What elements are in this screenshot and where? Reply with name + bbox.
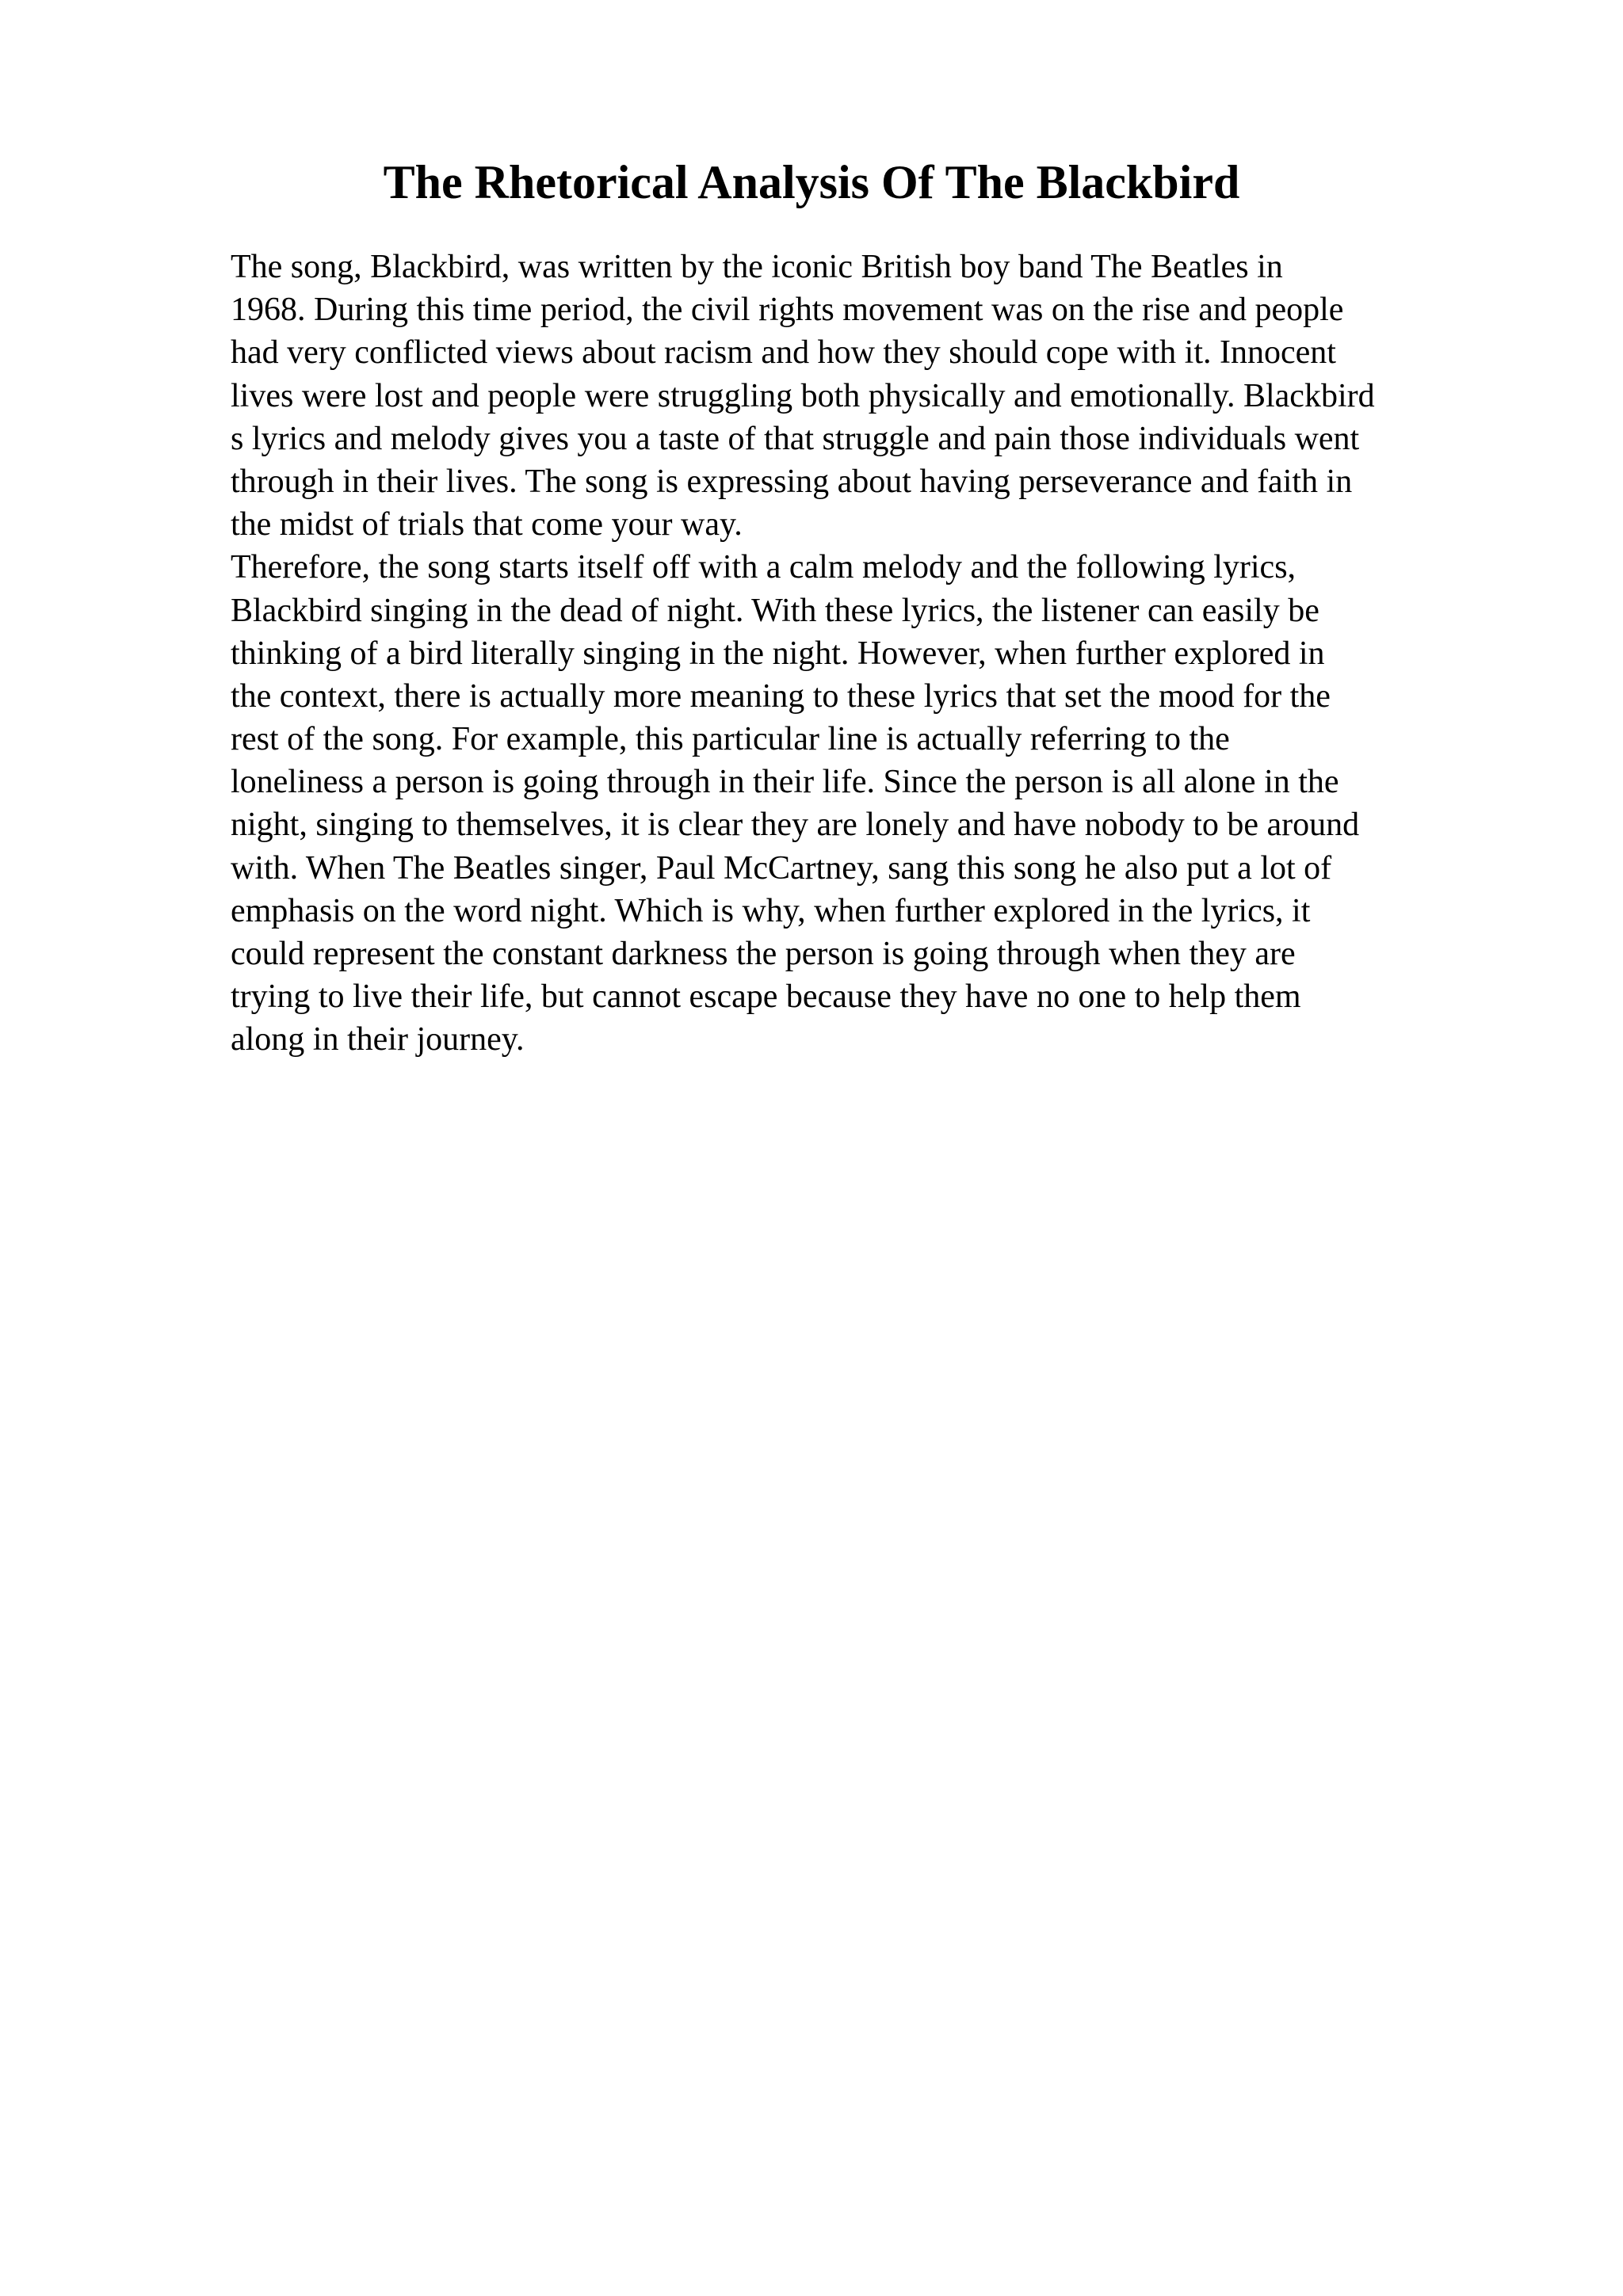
text-line: trying to live their life, but cannot escape because they have no one to help them [231, 978, 1301, 1016]
page-title: The Rhetorical Analysis Of The Blackbird [383, 156, 1240, 208]
text-line: could represent the constant darkness the person is going through when they are [231, 936, 1296, 972]
text-line: rest of the song. For example, this particular line is actually referring to the [231, 721, 1230, 758]
text-line: the midst of trials that come your way. [231, 506, 743, 543]
text-line: Blackbird singing in the dead of night. With these lyrics, the listener can easily be [231, 592, 1319, 629]
text-line: Therefore, the song starts itself off with a calm melody and the following lyrics, [231, 549, 1296, 586]
text-line: loneliness a person is going through in their life. Since the person is all alone in the [231, 764, 1339, 801]
document-body [231, 246, 1530, 1062]
text-line: emphasis on the word night. Which is why, when further explored in the lyrics, it [231, 892, 1311, 929]
text-line: the context, there is actually more meaning to these lyrics that set the mood for the [231, 677, 1331, 715]
text-line: along in their journey. [231, 1021, 525, 1058]
text-line: thinking of a bird literally singing in the night. However, when further explored in [231, 635, 1325, 672]
text-line: with. When The Beatles singer, Paul McCartney, sang this song he also put a lot of [231, 849, 1332, 887]
text-line: through in their lives. The song is expressing about having perseverance and faith in [231, 463, 1353, 500]
text-line: lives were lost and people were struggling both physically and emotionally. Blackbird [231, 377, 1375, 414]
text-line: night, singing to themselves, it is clear they are lonely and have nobody to be around [231, 807, 1360, 844]
text-line: 1968. During this time period, the civil rights movement was on the rise and people [231, 292, 1344, 329]
text-line: had very conflicted views about racism and how they should cope with it. Innocent [231, 334, 1336, 372]
text-line: s lyrics and melody gives you a taste of that struggle and pain those individuals went [231, 420, 1360, 457]
text-line: The song, Blackbird, was written by the iconic British boy band The Beatles in [231, 249, 1283, 285]
